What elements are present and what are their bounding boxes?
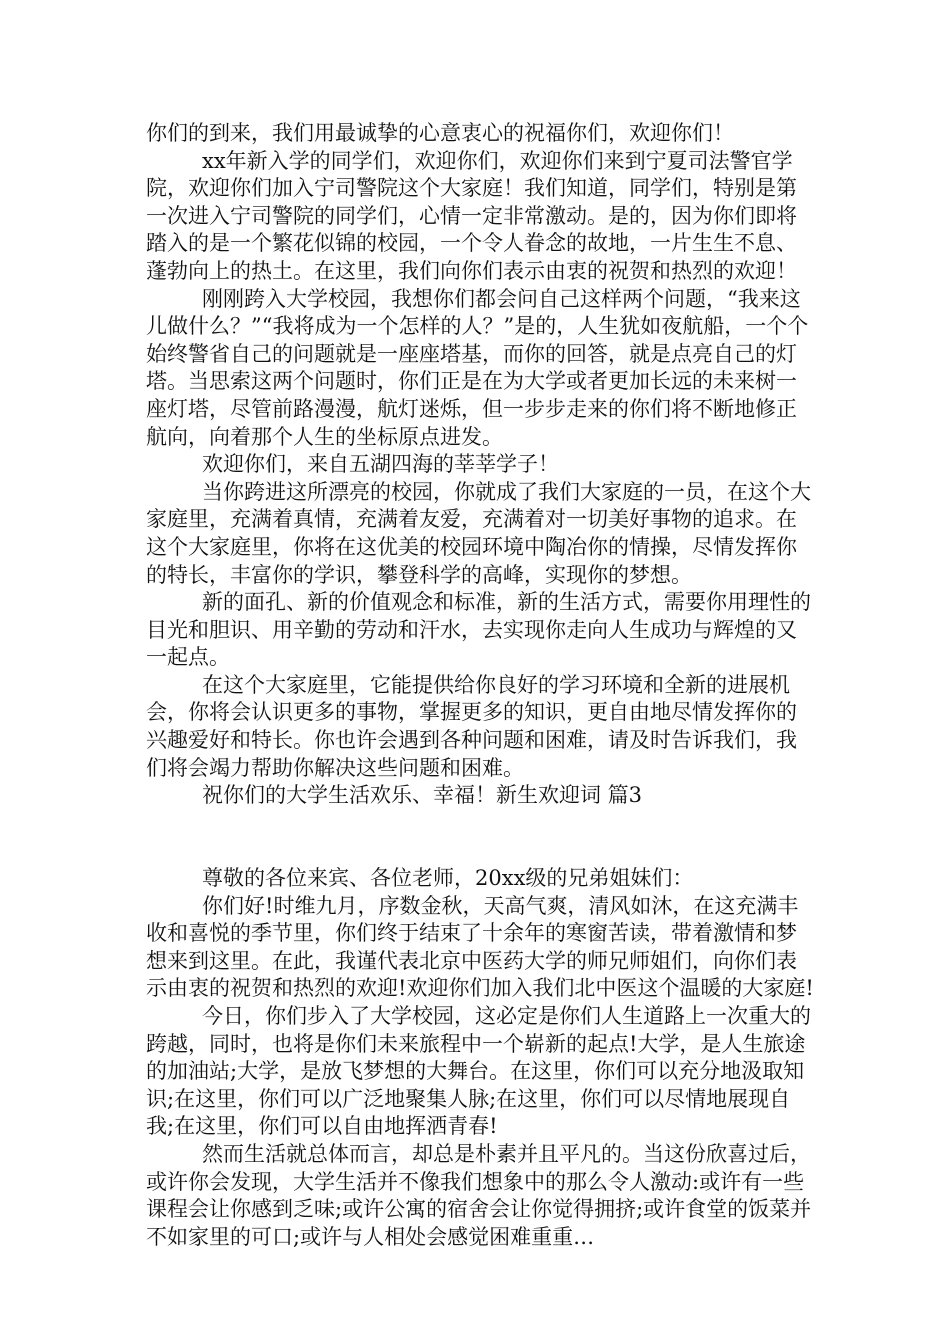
paragraph-4: 欢迎你们，来自五湖四海的莘莘学子！	[202, 452, 559, 477]
document-body	[146, 120, 816, 1251]
paragraph-7: 在这个大家庭里，它能提供给你良好的学习环境和全新的进展机会，你将会认识更多的事物，掌握更多的知识，更自由地尽情发挥你的兴趣爱好和特长。你也许会遇到各种问题和困难，请及时告诉我们，我们将会竭力帮助你解决这些问题和困难。	[146, 672, 797, 780]
paragraph-8: 你们好!时维九月，序数金秋，天高气爽，清风如沐，在这充满丰收和喜悦的季节里，你们终于结束了十余年的寒窗苦读，带着激情和梦想来到这里。在此，我谨代表北京中医药大学的师兄师姐们，向你们表示由衷的祝贺和热烈的欢迎!欢迎你们加入我们北中医这个温暖的大家庭!	[146, 893, 814, 1001]
paragraph-9: 今日，你们步入了大学校园，这必定是你们人生道路上一次重大的跨越，同时，也将是你们未来旅程中一个崭新的起点!大学，是人生旅途的加油站;大学，是放飞梦想的大舞台。在这里，你们可以充分地汲取知识;在这里，你们可以广泛地聚集人脉;在这里，你们可以尽情地展现自我;在这里，你们可以自由地挥洒青春!	[146, 1004, 811, 1139]
blank-gap	[146, 810, 816, 865]
salutation: 尊敬的各位来宾、各位老师，20xx级的兄弟姐妹们：	[202, 866, 694, 891]
paragraph-10: 然而生活就总体而言，却总是朴素并且平凡的。当这份欣喜过后，或许你会发现，大学生活并不像我们想象中的那么令人激动:或许有一些课程会让你感到乏味;或许公寓的宿舍会让你觉得拥挤;或许食堂的饭菜并不如家里的可口;或许与人相处会感觉困难重重…	[146, 1141, 812, 1249]
paragraph-5: 当你跨进这所漂亮的校园，你就成了我们大家庭的一员，在这个大家庭里，充满着真情，充满着友爱，充满着对一切美好事物的追求。在这个大家庭里，你将在这优美的校园环境中陶冶你的情操，尽情发挥你的特长，丰富你的学识，攀登科学的高峰，实现你的梦想。	[146, 479, 811, 587]
paragraph-3: 刚刚跨入大学校园，我想你们都会问自己这样两个问题，“我来这儿做什么？”“我将成为一个怎样的人？”是的，人生犹如夜航船，一个个始终警省自己的问题就是一座座塔基，而你的回答，就是点亮自己的灯塔。当思索这两个问题时，你们正是在为大学或者更加长远的未来树一座灯塔，尽管前路漫漫，航灯迷烁，但一步步走来的你们将不断地修正航向，向着那个人生的坐标原点进发。	[146, 286, 809, 449]
paragraph-1: 你们的到来，我们用最诚挚的心意衷心的祝福你们，欢迎你们！	[146, 121, 734, 145]
paragraph-6: 新的面孔、新的价值观念和标准，新的生活方式，需要你用理性的目光和胆识、用辛勤的劳动和汗水，去实现你走向人生成功与辉煌的又一起点。	[146, 590, 811, 670]
section-heading: 祝你们的大学生活欢乐、幸福！新生欢迎词 篇3	[202, 783, 643, 808]
paragraph-2: xx年新入学的同学们，欢迎你们，欢迎你们来到宁夏司法警官学院，欢迎你们加入宁司警院这个大家庭！我们知道，同学们，特别是第一次进入宁司警院的同学们，心情一定非常激动。是的，因为你们即将踏入的是一个繁花似锦的校园，一个令人眷念的故地，一片生生不息、蓬勃向上的热土。在这里，我们向你们表示由衷的祝贺和热烈的欢迎！	[146, 148, 797, 283]
